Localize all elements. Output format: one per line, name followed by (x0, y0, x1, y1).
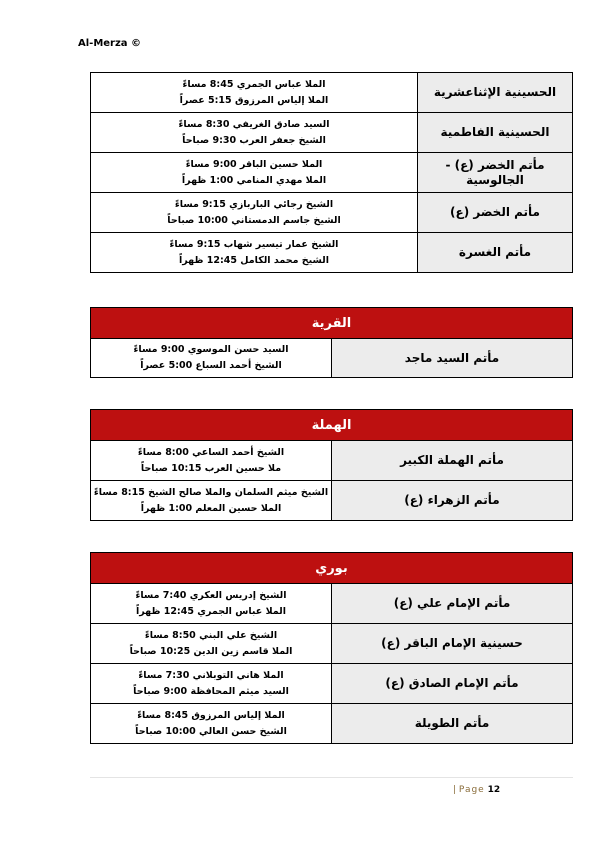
day-speaker: السيد ميثم المحافظة 9:00 صباحاً (133, 685, 289, 697)
venue-name: الحسينية الإثناعشرية (418, 73, 573, 113)
footer-separator: | (453, 785, 457, 795)
speakers-cell (91, 193, 418, 233)
evening-speaker: الشيخ أحمد الساعي 8:00 مساءً (137, 446, 285, 458)
page-header: Al-Merza © (78, 38, 142, 49)
page-label: Page (458, 785, 485, 795)
table-row (91, 339, 573, 378)
speakers-cell (91, 339, 332, 378)
table-row (91, 481, 573, 521)
evening-speaker: الملا حسين الباقر 9:00 مساءً (185, 158, 323, 170)
table-row (91, 624, 573, 664)
evening-speaker: السيد صادق الغريفي 8:30 مساءً (178, 118, 330, 130)
region-header-row (91, 308, 573, 339)
evening-speaker: الشيخ ميثم السلمان والملا صالح الشيخ 8:15 مساءً (93, 486, 329, 498)
venue-name: حسينية الإمام الباقر (ع) (332, 624, 573, 664)
day-speaker: الملا عباس الجمري 12:45 ظهراً (136, 605, 286, 617)
table-row (91, 193, 573, 233)
footer-divider (90, 777, 573, 778)
speakers-cell (91, 664, 332, 704)
table-row (91, 704, 573, 744)
region-header-row (91, 410, 573, 441)
speakers-cell (91, 73, 418, 113)
evening-speaker: الشيخ عمار تيسير شهاب 9:15 مساءً (169, 238, 339, 250)
venue-name: مأتم الزهراء (ع) (332, 481, 573, 521)
speakers-cell (91, 233, 418, 273)
schedule-table-hamala (90, 409, 573, 521)
venue-name: الحسينية الفاطمية (418, 113, 573, 153)
venue-name: مأتم الإمام علي (ع) (332, 584, 573, 624)
day-speaker: الشيخ أحمد السباع 5:00 عصراً (140, 360, 282, 371)
schedule-table-continued (90, 72, 573, 273)
venue-name: مأتم الغسرة (418, 233, 573, 273)
day-speaker: الملا حسين المعلم 1:00 ظهراً (140, 502, 282, 514)
page-footer (453, 785, 500, 795)
table-row (91, 441, 573, 481)
page-number: 12 (487, 785, 501, 795)
table-row (91, 664, 573, 704)
evening-speaker: الملا هاني التوبلاني 7:30 مساءً (138, 669, 284, 681)
schedule-table-qarya (90, 307, 573, 378)
day-speaker: الملا إلياس المرزوق 5:15 عصراً (179, 94, 329, 106)
table-row (91, 233, 573, 273)
region-title: بوري (91, 553, 573, 584)
speakers-cell (91, 624, 332, 664)
region-title: القرية (91, 308, 573, 339)
table-row (91, 584, 573, 624)
schedule-table-buri (90, 552, 573, 744)
day-speaker: الملا قاسم زين الدين 10:25 صباحاً (129, 645, 293, 657)
speakers-cell (91, 704, 332, 744)
evening-speaker: الشيخ رجائي الباربازي 9:15 مساءً (174, 198, 334, 210)
day-speaker: الملا مهدي المنامي 1:00 ظهراً (181, 174, 327, 186)
table-row (91, 73, 573, 113)
evening-speaker: الملا عباس الجمري 8:45 مساءً (182, 78, 326, 90)
day-speaker: الشيخ جعفر العرب 9:30 صباحاً (182, 134, 326, 146)
table-row (91, 153, 573, 193)
speakers-cell (91, 584, 332, 624)
venue-name: مأتم الإمام الصادق (ع) (332, 664, 573, 704)
day-speaker: ملا حسين العرب 10:15 صباحاً (140, 462, 282, 474)
venue-name: مأتم السيد ماجد (332, 339, 573, 378)
venue-name: مأتم الطويلة (332, 704, 573, 744)
day-speaker: الشيخ محمد الكامل 12:45 ظهراً (179, 254, 329, 266)
table-row (91, 113, 573, 153)
evening-speaker: الملا إلياس المرزوق 8:45 مساءً (137, 709, 285, 721)
region-header-row (91, 553, 573, 584)
evening-speaker: الشيخ إدريس العكري 7:40 مساءً (135, 589, 287, 601)
day-speaker: الشيخ حسن العالي 10:00 صباحاً (135, 725, 287, 737)
speakers-cell (91, 153, 418, 193)
day-speaker: الشيخ جاسم الدمستاني 10:00 صباحاً (167, 214, 341, 226)
evening-speaker: السيد حسن الموسوي 9:00 مساءً (133, 344, 289, 355)
region-title: الهملة (91, 410, 573, 441)
evening-speaker: الشيخ علي البني 8:50 مساءً (144, 629, 278, 641)
venue-name: مأتم الخضر (ع) (418, 193, 573, 233)
speakers-cell (91, 481, 332, 521)
venue-name: مأتم الخضر (ع) - الجالوسية (418, 153, 573, 193)
speakers-cell (91, 441, 332, 481)
speakers-cell (91, 113, 418, 153)
venue-name: مأتم الهملة الكبير (332, 441, 573, 481)
